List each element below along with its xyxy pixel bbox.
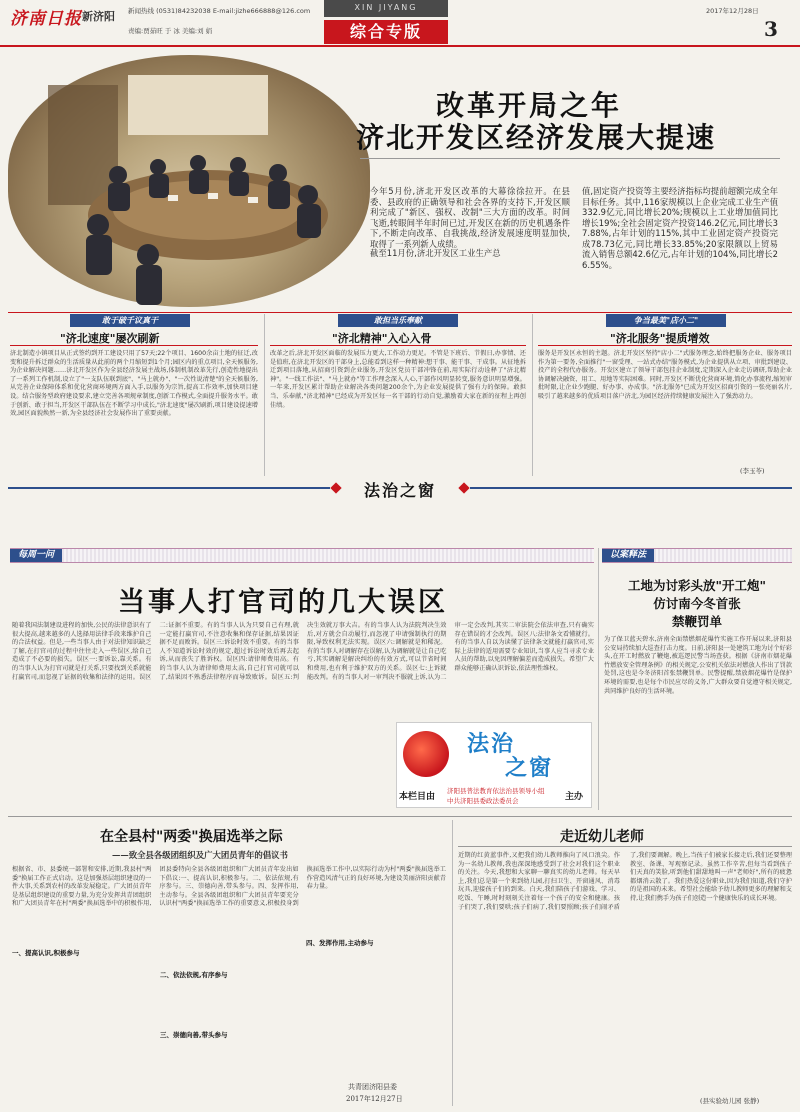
issue-date: 2017年12月28日 [706, 7, 759, 15]
weekly-tag: 每周一问 [10, 549, 62, 562]
col3-headline-rule [538, 345, 792, 346]
lead-title-line1: 改革开局之年 [436, 89, 623, 122]
col1-tag: 敢于破千议真干 [70, 314, 190, 327]
proposal-signature-org: 共青团济阳县委 [348, 1083, 397, 1091]
lead-col1-end: 截至11月份,济北开发区工业生产总 [370, 248, 501, 258]
law-ad-box [396, 722, 592, 808]
case-title-line2: 仿讨南今冬首张 [653, 596, 741, 611]
teacher-title: 走近幼儿老师 [560, 829, 644, 845]
col-divider-2 [532, 314, 533, 476]
law-ad-title2: 之窗 [505, 755, 554, 781]
col2-headline: "济北精神"入心入骨 [332, 332, 432, 345]
proposal-body: 根据省、市、县委统一部署和安排,近期,我县村"两委"换届工作正式启动。这是加强基层组织建设的一件大事,关系到农村的改革发展稳定。广大团员青年是基层组织建设的重要力量,为充分发挥共青团组织和广大团员青年在村"两委"换届选举中的积极作用,团县委特向全县各级团组织和广大团员青年发出如下倡议:一、提高认识,积极参与。二、依法依规,有序参与。三、崇德向善,带头参与。四、发挥作用,主动参与。全县各级团组织和广大团员青年要充分认识村"两委"换届选举工作的重要意义,积极投身到换届选举工作中,以实际行动为村"两委"换届选举工作营造风清气正的良好环境,为建设美丽济阳贡献青春力量。 [12, 866, 446, 908]
col3-signature: (李玉苓) [740, 467, 765, 475]
edition-name: 新济阳 [82, 10, 115, 23]
teacher-signature: (县实验幼儿园 张静) [700, 1097, 760, 1105]
proposal-head-1: 一、提高认识,积极参与 [12, 948, 150, 957]
law-ad-swoosh [403, 731, 449, 777]
lead-title-rule [360, 158, 780, 159]
section-banner: 综合专版 [324, 20, 448, 44]
case-header-bar [602, 548, 792, 563]
meeting-photo-drawing [8, 55, 370, 307]
weekly-body: 随着我国法制建设进程的加快,公民的法律意识有了很大提高,越来越多的人选择用法律手段来维护自己的合法权益。但是,一些当事人由于对法律知识缺乏了解,在打官司的过程中往往走入一些误区,给自己造成了不必要的损失。误区一:要诉讼,靠关系。有的当事人认为打官司就是打关系,只要找到关系就能打赢官司,而忽视了证据的收集和法律的运用。误区二:证据不重要。有的当事人认为只要自己有理,就一定能打赢官司,不注意收集和保存证据,结果因证据不足而败诉。误区三:诉讼时效不重要。有的当事人不知道诉讼时效的规定,超过诉讼时效后再去起诉,从而丧失了胜诉权。误区四:请律师费用高。有的当事人认为请律师费用太高,自己打官司就可以了,结果因不熟悉法律程序而导致败诉。误区五:判决生效就万事大吉。有的当事人认为法院判决生效后,对方就会自动履行,而忽视了申请强制执行的期限,导致权利无法实现。误区六:调解就是和稀泥。有的当事人对调解存在误解,认为调解就是让自己吃亏,其实调解是解决纠纷的有效方式,可以节省时间和费用,也有利于维护双方的关系。误区七:上诉就能改判。有的当事人对一审判决不服就上诉,认为二审一定会改判,其实二审法院会依法审查,只有确实存在错误的才会改判。误区八:法律条文看懂就行。有的当事人自以为读懂了法律条文就能打赢官司,实际上法律的适用需要专业知识,当事人应当寻求专业人员的帮助,以免因理解偏差而造成损失。希望广大群众能够正确认识诉讼,依法理性维权。 [12, 622, 594, 681]
law-ad-prefix: 本栏目由 [399, 792, 436, 802]
law-divider [598, 548, 599, 810]
law-ad-line2: 中共济阳县委政法委员会 [447, 797, 519, 805]
columns-top-rule [8, 312, 792, 313]
masthead-rule [0, 45, 800, 47]
newspaper-logo: 济南日报 [10, 9, 82, 29]
case-title-line1: 工地为讨彩头放"开工炮" [627, 578, 767, 593]
meeting-photo [8, 55, 370, 307]
pinyin-label: XIN JIYANG [354, 3, 418, 12]
col2-tag: 敢担当乐奉献 [338, 314, 458, 327]
case-body: 为了保卫蓝天碧水,济南全面禁燃烟花爆竹实施工作开展以来,济阳县公安局持续加大巡查打击力度。日前,济阳县一处建筑工地为讨个好彩头,在开工时燃放了鞭炮,被巡逻民警当场查获。根据《济南市烟花爆竹燃放安全管理条例》的相关规定,公安机关依法对燃放人作出了罚款处罚,这也是今冬济阳首张禁鞭罚单。民警提醒,禁放烟花爆竹是保护环境的需要,也是每个市民应尽的义务,广大群众要自觉遵守相关规定,共同维护良好的生活环境。 [604, 636, 792, 695]
law-banner-title: 法治之窗 [363, 481, 436, 500]
bottom-top-rule [8, 816, 792, 817]
masthead [0, 0, 800, 46]
hotline: 新闻热线 (0531)84232038 E-mail:jizhe666888@126.com [128, 7, 311, 15]
col1-headline-rule [10, 345, 258, 346]
col1-headline: "济北速度"屡次刷新 [60, 332, 160, 345]
proposal-head-2: 二、依法依规,有序参与 [160, 970, 298, 979]
editors: 责编:贾茹旺 于 冰 美编:刘 娟 [128, 27, 213, 35]
col-divider-1 [264, 314, 265, 476]
proposal-head-4: 四、发挥作用,主动参与 [306, 938, 444, 947]
teacher-body: 近期的红黄蓝事件,又把我们幼儿教师推向了风口浪尖。作为一名幼儿教师,我也深深地感受到了社会对我们这个职业的关注。今天,我想和大家聊一聊真实的幼儿老师。每天早上,我们总是第一个来到幼儿园,打扫卫生、开窗通风、消毒玩具,迎接孩子们的到来。白天,我们陪孩子们游戏、学习、吃饭、午睡,时时刻刻关注着每一个孩子的安全和健康。孩子们哭了,我们要哄;孩子们病了,我们要照顾;孩子们闹矛盾了,我们要调解。晚上,当孩子们被家长接走后,我们还要整理教室、备课、写观察记录。虽然工作辛苦,但每当看到孩子们天真的笑脸,听到他们甜甜地叫一声"老师好",所有的疲惫都烟消云散了。我们热爱这份职业,因为我们知道,我们守护的是祖国的未来。希望社会能给予幼儿教师更多的理解和支持,让我们携手为孩子们创造一个健康快乐的成长环境。 [458, 852, 792, 911]
col1-body: 济北制造小镇项目从正式签约到开工建设只用了57天;22个项目、1600余亩土地的征迁,改变和提升拆迁群众的生活质量从此前的两个月缩短到1个月;园区内的重点项目,全天候服务,为企业解决问题……济北开发区作为全县经济发展主战场,体制机制改革先行,创造性地提出了一系列工作机制,设立了"一支队伍联到底"、"马上就办"、"一次性说清楚"的全天候服务,从完善企业保障体系和优化营商环境两方面入手,以服务为宗旨,提高工作效率,加快项目建设。结合服务型政府建设要求,建立完善各项规章制度,创新工作模式,全面提升服务水平。敢于创新、敢于担当,开发区干部队伍在不断学习中成长,"济北速度"屡次刷新,项目建设提速增效,园区面貌焕然一新,为全县经济社会发展作出了重要贡献。 [10, 350, 258, 418]
col3-headline: "济北服务"提质增效 [610, 332, 710, 345]
weekly-header-bar [10, 548, 594, 563]
case-tag: 以案释法 [602, 549, 654, 562]
col3-tag: 争当最美"店小二" [606, 314, 726, 327]
lead-title-line2: 济北开发区经济发展大提速 [356, 121, 717, 154]
law-ad-title1: 法治 [467, 731, 516, 757]
case-title-line3: 禁鞭罚单 [671, 614, 722, 629]
page-number: 3 [764, 17, 778, 41]
proposal-signature-date: 2017年12月27日 [346, 1095, 403, 1103]
lead-col2: 值,固定资产投资等主要经济指标均提前超额完成全年目标任务。其中,116家规模以上企业完成工业生产值332.9亿元,同比增长20%;规模以上工业增加值同比增长19%;全社会固定资产投资146.2亿元,同比增长37.88%,占年计划的115%,其中工业固定资产投资完成78.73亿元,同比增长33.85%;20家限额以上贸易流入销售总额42.6亿元,占年计划的104%,同比增长26.55%。 [582, 186, 778, 270]
weekly-title: 当事人打官司的几大误区 [118, 587, 448, 618]
law-ad-suffix: 主办 [565, 792, 584, 802]
proposal-title: 在全县村"两委"换届选举之际 [100, 829, 283, 845]
proposal-subtitle: ——致全县各级团组织及广大团员青年的倡议书 [112, 850, 288, 860]
bottom-divider [452, 820, 453, 1106]
teacher-title-rule [458, 846, 792, 847]
law-ad-line1: 济阳县普法教育依法治县领导小组 [447, 787, 545, 795]
col3-body: 服务是开发区永恒的主题。济北开发区坚持"店小二"式服务理念,始终把服务企业、服务项目作为第一要务,全面推行"一窗受理、一站式办结"服务模式,为企业提供从立项、审批到建设、投产的全程代办服务。开发区建立了领导干部包挂企业制度,定期深入企业走访调研,帮助企业协调解决融资、用工、用地等实际困难。同时,开发区不断优化营商环境,简化办事流程,缩短审批时限,让企业少跑腿、好办事、办成事。"济北服务"已成为开发区招商引资的一张亮丽名片,吸引了越来越多的优质项目落户济北,为园区经济持续健康发展注入了强劲动力。 [538, 350, 792, 400]
lead-col1: 今年5月份,济北开发区改革的大幕徐徐拉开。在县委、县政府的正确领导和社会各界的支持下,开发区顺利完成了"新区、强权、改制"三大方面的改革。时间飞逝,转眼间半年时间已过,开发区在新的历史机遇条件下,不断走向改革、自我挑战,经济发展速度明显加快,取得了一系列新人成绩。 [370, 186, 570, 249]
proposal-head-3: 三、崇德向善,带头参与 [160, 1030, 298, 1039]
col2-body: 改革之后,济北开发区面临的发展压力更大,工作动力更足。不管是下班后、节假日,办事情、还是值班,在济北开发区的干部身上,总能看到这样一种精神:想干事、能干事、干成事。从征地拆迁到项目落地,从招商引资到企业服务,开发区党员干部冲锋在前,用实际行动诠释了"济北精神"。"一线工作法"、"马上就办"等工作理念深入人心,干部作风明显转变,服务意识明显增强。一年来,开发区累计帮助企业解决各类问题200余个,为企业发展提供了强有力的保障。敢担当、乐奉献,"济北精神"已经成为开发区每一名干部的行动自觉,激励着大家在新的征程上再创佳绩。 [270, 350, 526, 409]
col2-headline-rule [270, 345, 526, 346]
